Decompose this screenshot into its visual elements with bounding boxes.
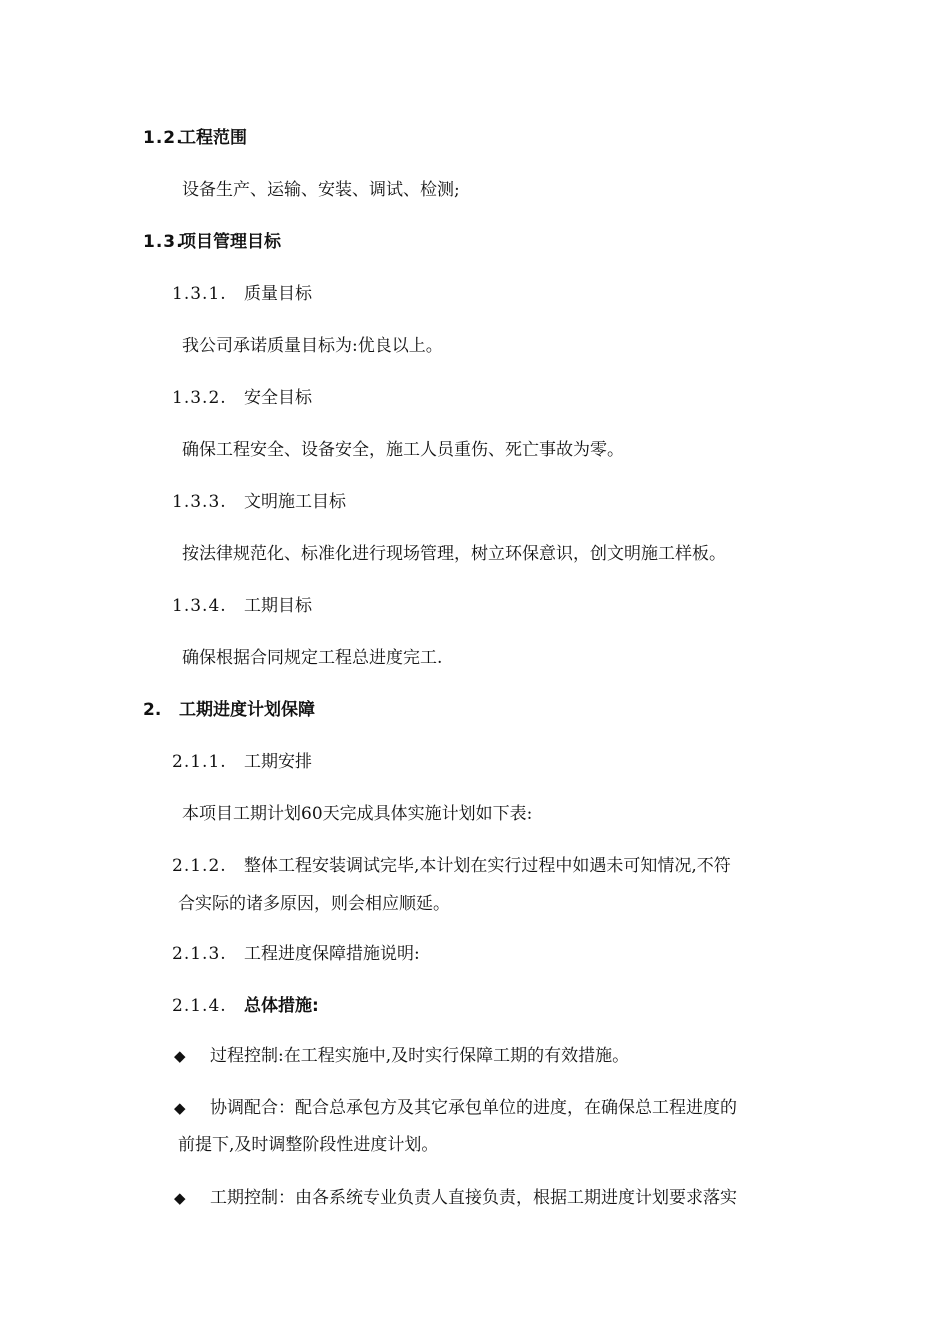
diamond-bullet-icon: ◆ xyxy=(174,1099,186,1117)
paragraph-schedule-plan: 本项目工期计划60天完成具体实施计划如下表: xyxy=(182,804,533,824)
section-number: 1.3. xyxy=(143,232,184,252)
section-number: 2.1.4. xyxy=(172,996,227,1016)
paragraph-schedule-goal: 确保根据合同规定工程总进度完工. xyxy=(182,648,443,668)
section-number: 2.1.1. xyxy=(172,752,227,772)
section-number: 1.3.1. xyxy=(172,284,227,304)
heading-1-3-4 xyxy=(172,594,312,618)
heading-1-3-3 xyxy=(172,490,346,514)
section-number: 2. xyxy=(143,700,162,720)
heading-2-1-4 xyxy=(172,994,319,1018)
section-title: 工期目标 xyxy=(244,596,312,616)
heading-1-3 xyxy=(143,230,281,254)
paragraph-scope: 设备生产、运输、安装、调试、检测; xyxy=(182,180,460,200)
heading-1-2 xyxy=(143,126,247,150)
section-title: 项目管理目标 xyxy=(179,232,281,252)
bullet-text: 协调配合：配合总承包方及其它承包单位的进度，在确保总工程进度的 xyxy=(210,1098,737,1118)
heading-2-1-1 xyxy=(172,750,312,774)
heading-2-1-2 xyxy=(172,854,731,878)
section-text: 整体工程安装调试完毕,本计划在实行过程中如遇未可知情况,不符 xyxy=(244,856,731,876)
section-title: 文明施工目标 xyxy=(244,492,346,512)
section-title: 质量目标 xyxy=(244,284,312,304)
diamond-bullet-icon: ◆ xyxy=(174,1047,186,1065)
paragraph-continuation: 合实际的诸多原因，则会相应顺延。 xyxy=(178,894,450,914)
paragraph-quality: 我公司承诺质量目标为:优良以上。 xyxy=(182,336,443,356)
section-number: 1.3.2. xyxy=(172,388,227,408)
section-title: 安全目标 xyxy=(244,388,312,408)
bullet-continuation: 前提下,及时调整阶段性进度计划。 xyxy=(178,1135,439,1155)
section-title: 工程范围 xyxy=(179,128,247,148)
section-title: 工程进度保障措施说明: xyxy=(244,944,420,964)
section-number: 2.1.3. xyxy=(172,944,227,964)
heading-1-3-1 xyxy=(172,282,312,306)
section-title: 工期进度计划保障 xyxy=(179,700,315,720)
bullet-text: 过程控制:在工程实施中,及时实行保障工期的有效措施。 xyxy=(210,1046,630,1066)
section-title: 工期安排 xyxy=(244,752,312,772)
paragraph-safety: 确保工程安全、设备安全，施工人员重伤、死亡事故为零。 xyxy=(182,440,624,460)
section-title: 总体措施: xyxy=(244,996,319,1016)
section-number: 2.1.2. xyxy=(172,856,227,876)
section-number: 1.3.3. xyxy=(172,492,227,512)
heading-2-1-3 xyxy=(172,942,420,966)
bullet-text: 工期控制：由各系统专业负责人直接负责，根据工期进度计划要求落实 xyxy=(210,1188,737,1208)
paragraph-civilized: 按法律规范化、标准化进行现场管理，树立环保意识，创文明施工样板。 xyxy=(182,544,726,564)
bullet-item xyxy=(174,1186,737,1210)
section-number: 1.2. xyxy=(143,128,184,148)
heading-1-3-2 xyxy=(172,386,312,410)
heading-2 xyxy=(143,698,315,722)
bullet-item xyxy=(174,1044,629,1068)
section-number: 1.3.4. xyxy=(172,596,227,616)
bullet-item xyxy=(174,1096,737,1120)
diamond-bullet-icon: ◆ xyxy=(174,1189,186,1207)
